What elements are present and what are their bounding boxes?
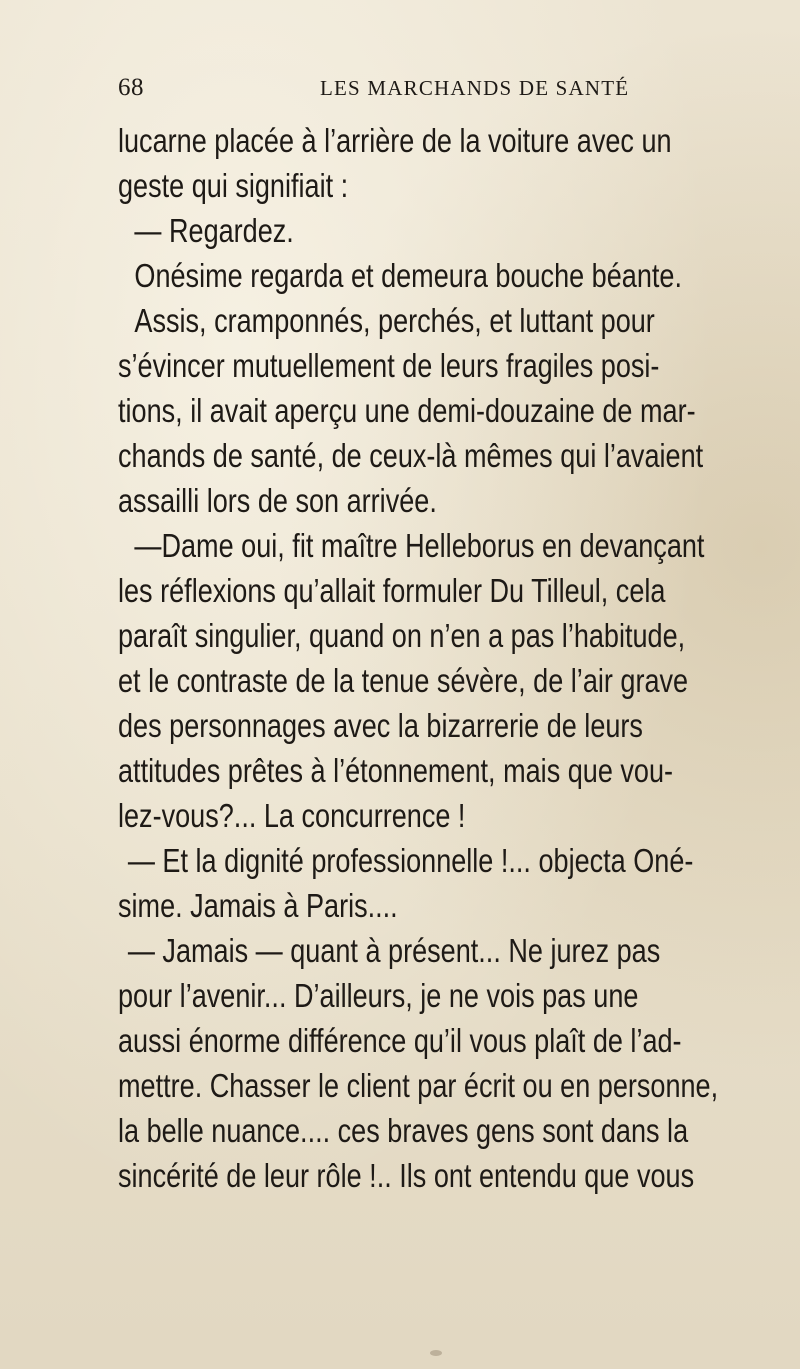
- text-line: — Jamais — quant à présent... Ne jurez pas: [127, 932, 661, 969]
- text-line: geste qui signifiait :: [118, 167, 349, 204]
- text-line: lez-vous?... La concurrence !: [118, 797, 466, 834]
- text-line: aussi énorme différence qu’il vous plaît de l’ad-: [118, 1022, 682, 1059]
- text-line: les réflexions qu’allait formuler Du Tilleul, cela: [118, 572, 666, 609]
- text-line: des personnages avec la bizarrerie de leurs: [118, 707, 643, 744]
- text-line: pour l’avenir... D’ailleurs, je ne vois pas une: [118, 977, 639, 1014]
- text-line: attitudes prêtes à l’étonnement, mais que vou-: [118, 752, 674, 789]
- text-line: — Regardez.: [134, 212, 294, 249]
- text-line: — Et la dignité professionnelle !... objecta Oné-: [127, 842, 694, 879]
- text-line: mettre. Chasser le client par écrit ou en personne,: [118, 1067, 719, 1104]
- page-number: 68: [118, 74, 144, 101]
- text-line: la belle nuance.... ces braves gens sont dans la: [118, 1112, 689, 1149]
- text-line: tions, il avait aperçu une demi-douzaine de mar-: [118, 392, 696, 429]
- text-line: Onésime regarda et demeura bouche béante.: [134, 257, 682, 294]
- text-line: Assis, cramponnés, perchés, et luttant pour: [134, 302, 655, 339]
- text-line: paraît singulier, quand on n’en a pas l’habitude,: [118, 617, 686, 654]
- text-line: assailli lors de son arrivée.: [118, 482, 437, 519]
- text-line: lucarne placée à l’arrière de la voiture avec un: [118, 122, 672, 159]
- body-text: [118, 118, 798, 1198]
- running-title: LES MARCHANDS DE SANTÉ: [320, 76, 630, 100]
- text-line: sime. Jamais à Paris....: [118, 887, 398, 924]
- text-line: s’évincer mutuellement de leurs fragiles posi-: [118, 347, 660, 384]
- text-line: chands de santé, de ceux-là mêmes qui l’avaient: [118, 437, 704, 474]
- page-header: [0, 66, 800, 106]
- text-line: sincérité de leur rôle !.. Ils ont entendu que vous: [118, 1157, 695, 1194]
- text-line: —Dame oui, fit maître Helleborus en devançant: [134, 527, 705, 564]
- text-line: et le contraste de la tenue sévère, de l’air grave: [118, 662, 689, 699]
- ink-smudge: [430, 1350, 442, 1356]
